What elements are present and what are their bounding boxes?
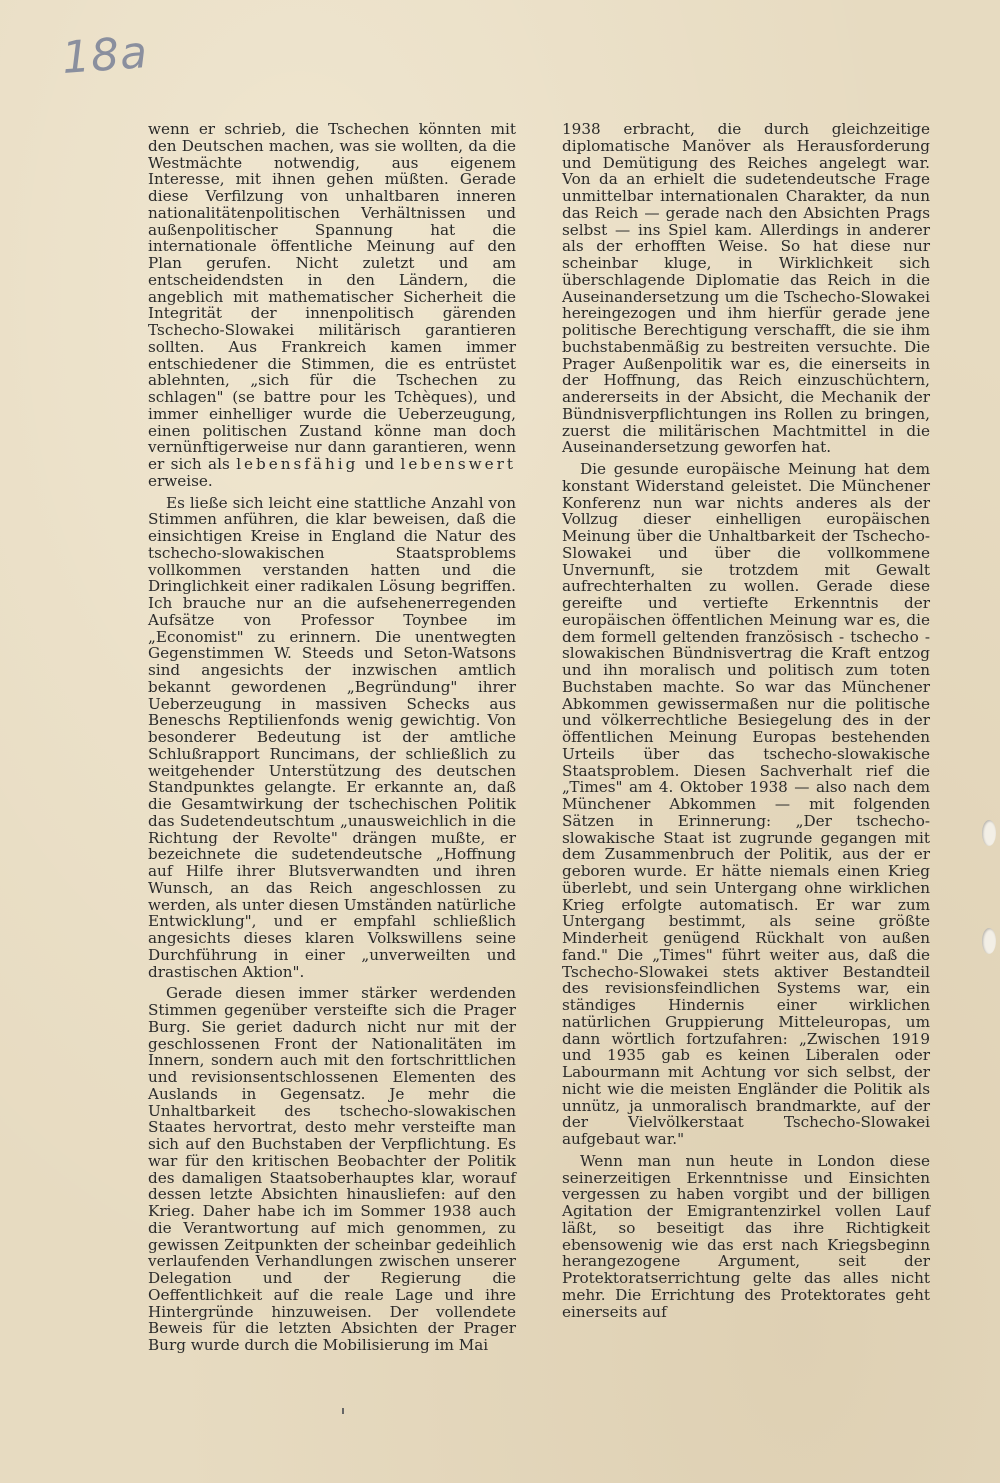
paragraph-1-text: wenn er schrieb, die Tschechen könnten mit den Deutschen machen, was sie wollten, da die Westmächte notwendig, aus eigenem Interesse, mit ihnen gehen müßten. Gerade diese Verfilzung von unhaltbaren inneren nationalitätenpolitischen Verhältnissen und außenpolitischer Spannung hat die internationale öffentliche Meinung auf den Plan gerufen. Nicht zuletzt und am entscheidendsten in den Ländern, die angeblich mit mathematischer Sicherheit die Integrität der innenpolitisch gärenden Tschecho-Slowakei militärisch garantieren sollten. Aus Frankreich kamen immer entschiedener die Stimmen, die es entrüstet ablehnten, „sich für die Tschechen zu schlagen" (se battre pour les Tchèques), und immer einhelliger wurde die Ueberzeugung, einen politischen Zustand könne man doch vernünftigerweise nur dann garantieren, wenn er sich als [148,120,516,473]
paragraph-4: 1938 erbracht, die durch gleichzeitige diplomatische Manöver als Herausforderung und Demütigung des Reiches angelegt war. Von da an erhielt die sudetendeutsche Frage unmittelbar internationalen Charakter, da nun das Reich — gerade nach den Absichten Prags selbst — ins Spiel kam. Allerdings in anderer als der erhofften Weise. So hat diese nur scheinbar kluge, in Wirklichkeit sich überschlagende Diplomatie das Reich in die Auseinandersetzung um die Tschecho-Slowakei hereingezogen und ihm hierfür gerade jene politische Berechtigung verschafft, die sie ihm buchstabenmäßig zu bestreiten versuchte. Die Prager Außenpolitik war es, die einerseits in der Hoffnung, das Reich einzuschüchtern, andererseits in der Absicht, die Mechanik der Bündnisverpflichtungen ins Rollen zu bringen, zuerst die militärischen Machtmittel in die Auseinandersetzung geworfen hat. [562,120,930,457]
word-und: und [364,455,395,473]
paragraph-6: Wenn man nun heute in London diese seinerzeitigen Erkenntnisse und Einsichten vergessen zu haben vorgibt und der billigen Agitation der Emigrantenzirkel vollen Lauf läßt, so beseitigt das ihre Richtigkeit ebensowenig wie das erst nach Kriegsbeginn herangezogene Argument, seit der Protektoratserrichtung gelte das alles nicht mehr. Die Errichtung des Protektorates geht einerseits auf [562,1151,930,1321]
paragraph-5: Die gesunde europäische Meinung hat dem konstant Widerstand geleistet. Die Münchener Konferenz nun war nichts anderes als der Vollzug dieser einhelligen europäischen Meinung über die Unhaltbarkeit der Tschecho-Slowakei und über die vollkommene Unvernunft, sie trotzdem mit Gewalt aufrechterhalten zu wollen. Gerade diese gereifte und vertiefte Erkenntnis der europäischen öffentlichen Meinung war es, die dem formell geltenden französisch - tschecho - slowakischen Bündnisvertrag die Kraft entzog und ihn moralisch und politisch zum toten Buchstaben machte. So war das Münchener Abkommen gewissermaßen nur die politische und völkerrechtliche Besiegelung des in der öffentlichen Meinung Europas bestehenden Urteils über das tschecho-slowakische Staatsproblem. Diesen Sachverhalt rief die „Times" am 4. Oktober 1938 — also nach dem Münchener Abkommen — mit folgenden Sätzen in Erinnerung: „Der tschecho-slowakische Staat ist zugrunde gegangen mit dem Zusammenbruch der Politik, aus der er geboren wurde. Er hätte niemals einen Krieg überlebt, und sein Untergang ohne wirklichen Krieg erfolgte automatisch. Er war zum Untergang bestimmt, als seine größte Minderheit genügend Rückhalt von außen fand." Die „Times" führt weiter aus, daß die Tschecho-Slowakei stets aktiver Bestandteil des revisionsfeindlichen Systems war, ein ständiges Hindernis einer wirklichen natürlichen Gruppierung Mitteleuropas, um dann wörtlich fortzufahren: „Zwischen 1919 und 1935 gab es keinen Liberalen oder Labourmann mit Achtung vor sich selbst, der nicht wie die meisten Engländer die Politik als unnütz, ja unmoralisch brandmarkte, auf der der Vielvölkerstaat Tschecho-Slowakei aufgebaut war." [562,460,930,1148]
right-text-column [562,121,930,1320]
spaced-word-lebensfaehig: lebensfähig [236,455,359,473]
paragraph-1 [148,121,516,490]
paragraph-3: Gerade diesen immer stärker werdenden Stimmen gegenüber versteifte sich die Prager Burg. Sie geriet dadurch nicht nur mit der geschlossenen Front der Nationalitäten im Innern, sondern auch mit den fortschrittlichen und revisionsentschlossenen Elementen des Auslands in Gegensatz. Je mehr die Unhaltbarkeit des tschecho-slowakischen Staates hervortrat, desto mehr versteifte man sich auf den Buchstaben der Verpflichtung. Es war für den kritischen Beobachter der Politik des damaligen Staatsoberhauptes klar, worauf dessen letzte Absichten hinausliefen: auf den Krieg. Daher habe ich im Sommer 1938 auch die Verantwortung auf mich genommen, zu gewissen Zeitpunkten der scheinbar gedeihlich verlaufenden Verhandlungen zwischen unserer Delegation und der Regierung die Oeffentlichkeit auf die reale Lage und ihre Hintergründe hinzuweisen. Der vollendete Beweis für die letzten Absichten der Prager Burg wurde durch die Mobilisierung im Mai [148,984,516,1354]
ink-mark [342,1408,344,1414]
spaced-word-lebenswert: lebenswert [400,455,517,473]
left-text-column [148,121,516,1354]
punch-hole-bottom [982,928,996,954]
handwritten-page-number: 18a [60,27,150,84]
paragraph-2: Es ließe sich leicht eine stattliche Anzahl von Stimmen anführen, die klar beweisen, daß die einsichtigen Kreise in England die Natur des tschecho-slowakischen Staatsproblems vollkommen verstanden hatten und die Dringlichkeit einer radikalen Lösung begriffen. Ich brauche nur an die aufsehenerregenden Aufsätze von Professor Toynbee im „Economist" zu erinnern. Die unentwegten Gegenstimmen W. Steeds und Seton-Watsons sind angesichts der inzwischen amtlich bekannt gewordenen „Begründung" ihrer Ueberzeugung in massiven Schecks aus Beneschs Reptilienfonds wenig gewichtig. Von besonderer Bedeutung ist der amtliche Schlußrapport Runcimans, der schließlich zu weitgehender Unterstützung des deutschen Standpunktes gelangte. Er erkannte an, daß die Gesamtwirkung der tschechischen Politik das Sudetendeutschtum „unausweichlich in die Richtung der Revolte" drängen mußte, er bezeichnete die sudetendeutsche „Hoffnung auf Hilfe ihrer Blutsverwandten und ihren Wunsch, an das Reich angeschlossen zu werden, als unter diesen Umständen natürliche Entwicklung", und er empfahl schließlich angesichts dieses klaren Volkswillens seine Durchführung in einer „unverweilten und drastischen Aktion". [148,493,516,981]
word-erweise: erweise. [148,471,213,490]
punch-hole-top [982,820,996,846]
